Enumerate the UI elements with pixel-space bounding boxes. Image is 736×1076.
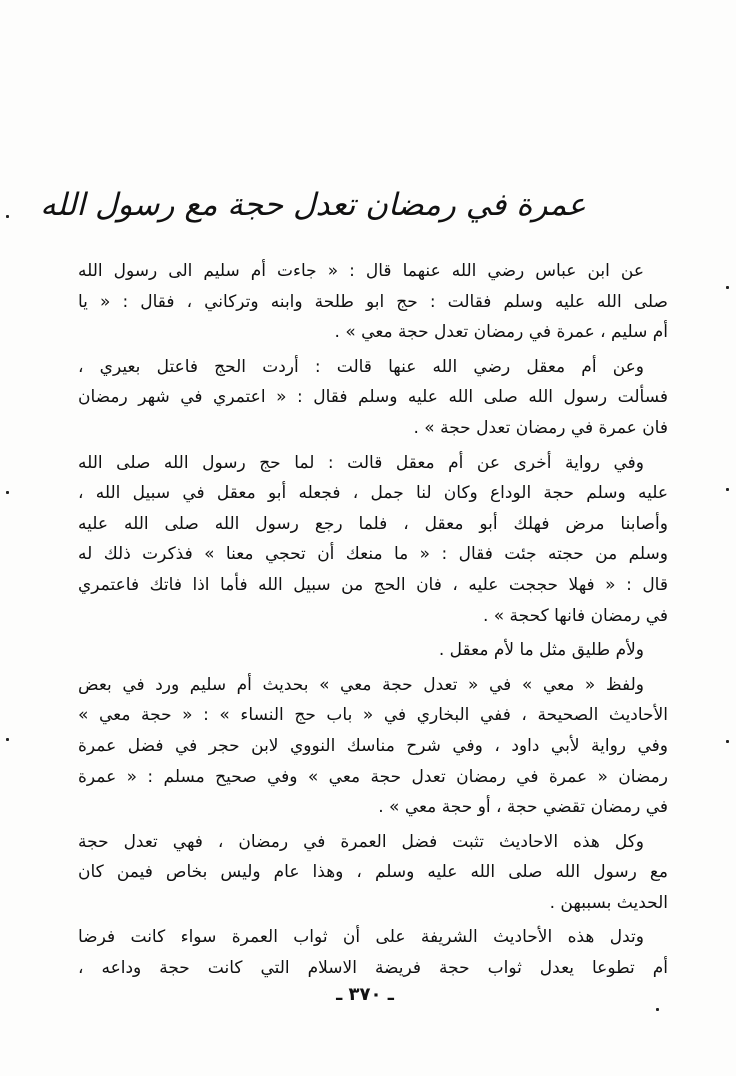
text-line: وتدل هذه الأحاديث الشريفة على أن ثواب العمرة سواء كانت فرضا bbox=[78, 927, 644, 948]
scan-speck bbox=[6, 738, 9, 741]
text-line: في رمضان تقضي حجة ، أو حجة معي » . bbox=[378, 797, 668, 818]
paragraph bbox=[78, 670, 668, 823]
scan-speck bbox=[726, 740, 729, 743]
text-line: أم سليم ، عمرة في رمضان تعدل حجة معي » . bbox=[334, 322, 668, 343]
text-line: ولأم طليق مثل ما لأم معقل . bbox=[438, 640, 644, 661]
scan-speck bbox=[726, 488, 729, 491]
text-line: فان عمرة في رمضان تعدل حجة » . bbox=[413, 417, 668, 438]
paragraph bbox=[78, 635, 668, 666]
page-number: ـ ٣٧٠ ـ bbox=[336, 984, 394, 1005]
scan-speck bbox=[6, 215, 9, 218]
text-line: صلى الله عليه وسلم فقالت : حج ابو طلحة وابنه وتركاني ، فقال : « يا bbox=[78, 291, 668, 312]
paragraph bbox=[78, 448, 668, 632]
text-line: أم تطوعا يعدل ثواب حجة فريضة الاسلام التي كانت حجة وداعه ، bbox=[78, 958, 668, 979]
body-text bbox=[78, 256, 668, 988]
scan-speck bbox=[726, 286, 729, 289]
text-line: وأصابنا مرض فهلك أبو معقل ، فلما رجع رسول الله صلى الله عليه bbox=[78, 513, 668, 534]
text-line: قال : « فهلا حججت عليه ، فان الحج من سبيل الله فأما اذا فاتك فاعتمري bbox=[78, 574, 668, 595]
text-line: وعن أم معقل رضي الله عنها قالت : أردت الحج فاعتل بعيري ، bbox=[78, 356, 644, 377]
text-line: فسألت رسول الله صلى الله عليه وسلم فقال : « اعتمري في شهر رمضان bbox=[78, 387, 668, 408]
text-line: في رمضان فانها كحجة » . bbox=[482, 605, 668, 626]
text-line: مع رسول الله صلى الله عليه وسلم ، وهذا عام وليس بخاص فيمن كان bbox=[78, 862, 668, 883]
text-line: الحديث بسببهن . bbox=[549, 892, 668, 913]
paragraph bbox=[78, 352, 668, 444]
paragraph bbox=[78, 256, 668, 348]
text-line: وفي رواية أخرى عن أم معقل قالت : لما حج رسول الله صلى الله bbox=[78, 452, 644, 473]
page-title: عمرة في رمضان تعدل حجة مع رسول الله bbox=[40, 187, 586, 223]
paragraph bbox=[78, 922, 668, 983]
text-line: عليه وسلم حجة الوداع وكان لنا جمل ، فجعله أبو معقل في سبيل الله ، bbox=[78, 483, 668, 504]
text-line: وسلم من حجته جئت فقال : « ما منعك أن تحجي معنا » فذكرت ذلك له bbox=[78, 544, 668, 565]
text-line: وفي رواية لأبي داود ، وفي شرح مناسك النووي لابن حجر في فضل عمرة bbox=[78, 735, 668, 756]
text-line: ولفظ « معي » في « تعدل حجة معي » بحديث أم سليم ورد في بعض bbox=[78, 674, 644, 695]
scan-speck bbox=[656, 1008, 659, 1011]
text-line: الأحاديث الصحيحة ، ففي البخاري في « باب حج النساء » : « حجة معي » bbox=[78, 705, 668, 726]
scan-speck bbox=[6, 491, 9, 494]
text-line: وكل هذه الاحاديث تثبت فضل العمرة في رمضان ، فهي تعدل حجة bbox=[78, 831, 644, 852]
paragraph bbox=[78, 827, 668, 919]
text-line: عن ابن عباس رضي الله عنهما قال : « جاءت أم سليم الى رسول الله bbox=[78, 261, 644, 281]
text-line: رمضان « عمرة في رمضان تعدل حجة معي » وفي صحيح مسلم : « عمرة bbox=[78, 766, 668, 787]
